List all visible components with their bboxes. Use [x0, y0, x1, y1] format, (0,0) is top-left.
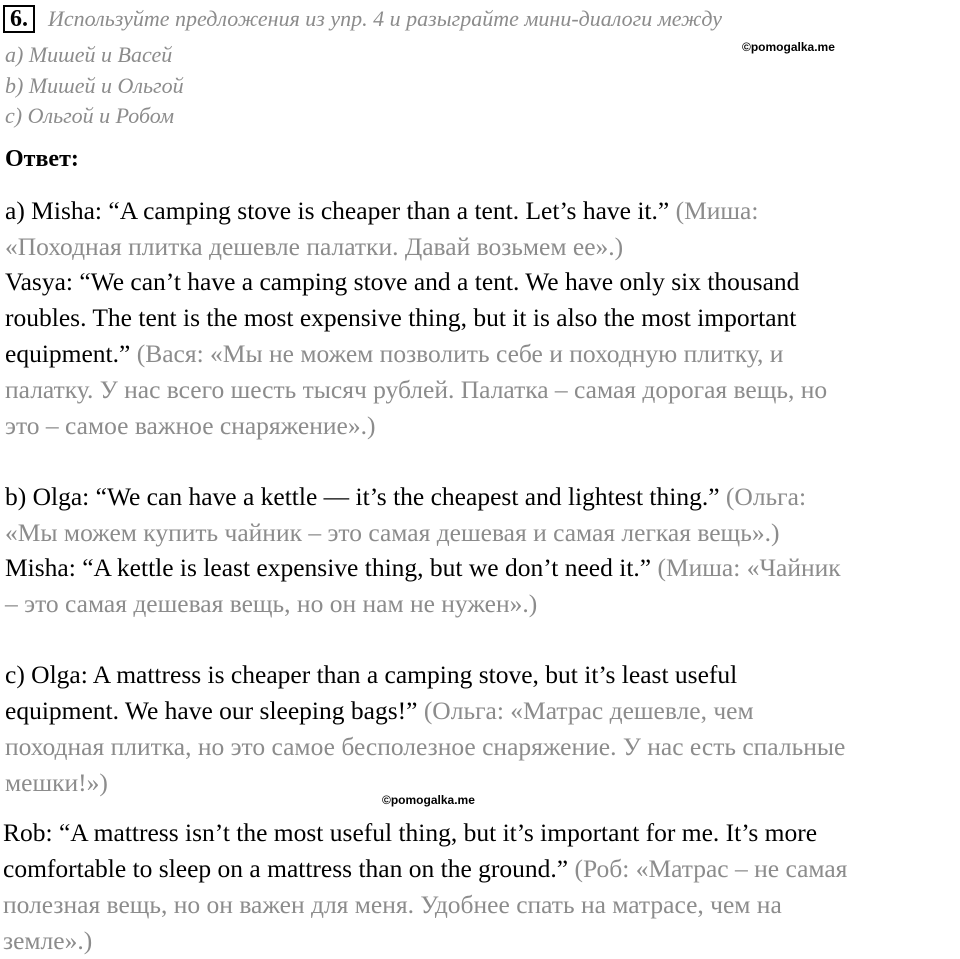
translation-text: походная плитка, но это самое бесполезное снаряжение. У нас есть спальные [5, 732, 846, 761]
translation-text: (Роб: «Матрас – не самая [574, 854, 848, 883]
dialogue-text: Vasya: “We can’t have a camping stove and a tent. We have only six thousand [5, 267, 800, 296]
translation-text: (Миша: «Чайник [657, 553, 841, 582]
task-instruction: Используйте предложения из упр. 4 и разыграйте мини-диалоги между [48, 6, 723, 31]
answer-line [5, 729, 845, 765]
answer-label: Ответ: [5, 146, 79, 172]
answer-line [5, 586, 537, 622]
answer-line [5, 336, 783, 372]
translation-text: (Ольга: [725, 482, 807, 511]
translation-text: (Вася: «Мы не можем позволить себе и походную плитку, и [136, 339, 784, 368]
translation-text: палатку. У нас всего шесть тысяч рублей. Палатка – самая дорогая вещь, но [5, 375, 828, 404]
answer-line [3, 923, 92, 959]
answer-line [5, 300, 796, 336]
task-option-b: b) Мишей и Ольгой [5, 73, 184, 98]
answer-line [5, 479, 806, 515]
dialogue-text: roubles. The tent is the most expensive thing, but it is also the most important [5, 303, 797, 332]
answer-line [5, 372, 827, 408]
watermark-bottom: ©pomogalka.me [382, 793, 475, 807]
translation-text: – это самая дешевая вещь, но он нам не нужен».) [5, 589, 538, 618]
dialogue-text: equipment. We have our sleeping bags!” [5, 696, 424, 725]
dialogue-text: equipment.” [5, 339, 137, 368]
answer-line [5, 765, 108, 801]
answer-line [3, 887, 782, 923]
dialogue-text: b) Olga: “We can have a kettle — it’s the cheapest and lightest thing.” [5, 482, 726, 511]
translation-text: «Походная плитка дешевле палатки. Давай возьмем ее».) [5, 232, 624, 261]
dialogue-text: a) Misha: “A camping stove is cheaper than a tent. Let’s have it.” [5, 196, 676, 225]
answer-line [5, 264, 799, 300]
translation-text: (Миша: [675, 196, 759, 225]
dialogue-text: Misha: “A kettle is least expensive thing, but we don’t need it.” [5, 553, 658, 582]
answer-line [5, 657, 737, 693]
dialogue-text: comfortable to sleep on a mattress than on the ground.” [3, 854, 575, 883]
translation-text: «Мы можем купить чайник – это самая дешевая и самая легкая вещь».) [5, 518, 780, 547]
answer-line [5, 408, 375, 444]
answer-line [3, 851, 847, 887]
answer-line [5, 515, 779, 551]
answer-line [5, 550, 841, 586]
translation-text: это – самое важное снаряжение».) [5, 411, 376, 440]
answer-line [5, 693, 754, 729]
dialogue-text: Rob: “A mattress isn’t the most useful thing, but it’s important for me. It’s more [3, 818, 818, 847]
answer-line [5, 193, 758, 229]
answer-line [5, 229, 623, 265]
exercise-number: 6. [3, 5, 35, 33]
translation-text: земле».) [3, 926, 93, 955]
watermark-top: ©pomogalka.me [742, 40, 835, 54]
task-option-a: a) Мишей и Васей [5, 42, 173, 67]
dialogue-text: c) Olga: A mattress is cheaper than a camping stove, but it’s least useful [5, 660, 738, 689]
translation-text: мешки!») [5, 768, 108, 797]
translation-text: (Ольга: «Матрас дешевле, чем [423, 696, 754, 725]
task-option-c: c) Ольгой и Робом [5, 103, 174, 128]
translation-text: полезная вещь, но он важен для меня. Удобнее спать на матрасе, чем на [3, 890, 782, 919]
answer-line [3, 815, 817, 851]
